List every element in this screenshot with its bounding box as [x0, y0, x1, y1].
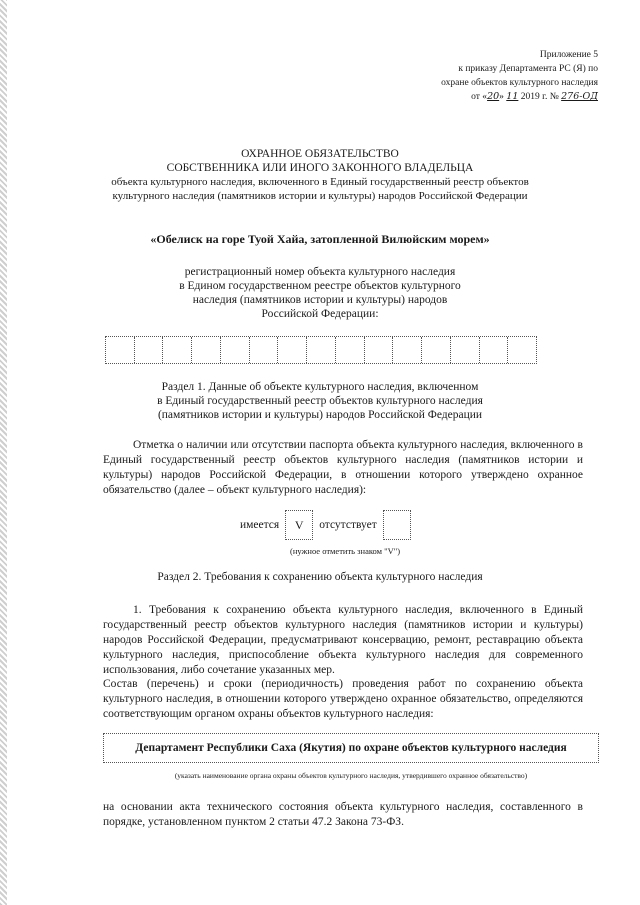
reg-digit-cell	[250, 337, 279, 363]
reg-digit-cell	[336, 337, 365, 363]
passport-absent-label: отсутствует	[319, 519, 377, 531]
document-title	[95, 147, 545, 203]
basis-paragraph: на основании акта технического состояния объекта культурного наследия, составленного в порядке, установленном пунктом 2 статьи 47.2 Закона 73-ФЗ.	[103, 801, 583, 828]
object-name: «Обелиск на горе Туой Хайа, затопленной Вилюйским морем»	[150, 232, 490, 246]
reg-digit-cell	[163, 337, 192, 363]
reg-digit-cell	[192, 337, 221, 363]
requirements-paragraph: 1. Требования к сохранению объекта культурного наследия, включенного в Единый государственный реестр объектов культурного наследия (памятников истории и культуры) народов Российской Федерации, предусматривают консервацию, ремонт, реставрацию объекта культурного наследия, приспособление объекта культурного наследия для современного использования, либо сочетание указанных мер.	[103, 604, 583, 676]
regnum-line-4: Российской Федерации:	[261, 308, 379, 320]
scan-edge	[0, 0, 7, 905]
reg-digit-cell	[221, 337, 250, 363]
order-month: 11	[506, 91, 519, 102]
section-1-line-1: Раздел 1. Данные об объекте культурного наследия, включенном	[161, 381, 479, 393]
registration-number-boxes	[105, 336, 537, 364]
reg-digit-cell	[480, 337, 509, 363]
reg-digit-cell	[278, 337, 307, 363]
appendix-line-3: охране объектов культурного наследия	[441, 78, 598, 88]
reg-digit-cell	[508, 337, 536, 363]
appendix-order-line	[368, 90, 598, 104]
registration-number-caption	[95, 265, 545, 321]
title-line-2: СОБСТВЕННИКА ИЛИ ИНОГО ЗАКОННОГО ВЛАДЕЛЬЦА	[166, 162, 474, 174]
appendix-line-1: Приложение 5	[539, 50, 598, 60]
passport-paragraph: Отметка о наличии или отсутствии паспорта объекта культурного наследия, включенного в Единый государственный реестр объектов культурного наследия (памятников истории и культуры) народов Российской Федерации, в отношении которого утверждено охранное обязательство (далее – объект культурного наследия):	[103, 439, 583, 496]
reg-digit-cell	[365, 337, 394, 363]
appendix-line-2: к приказу Департамента РС (Я) по	[458, 64, 598, 74]
regnum-line-2: в Едином государственном реестре объектов культурного	[179, 280, 461, 292]
appendix-header	[368, 48, 598, 104]
passport-has-label: имеется	[240, 519, 280, 531]
regnum-line-1: регистрационный номер объекта культурного наследия	[184, 266, 456, 278]
passport-note: (нужное отметить знаком "V")	[290, 546, 401, 556]
section-1-heading	[95, 380, 545, 422]
passport-absent-checkbox[interactable]	[383, 510, 411, 540]
title-line-1: ОХРАННОЕ ОБЯЗАТЕЛЬСТВО	[241, 148, 399, 160]
title-line-4: культурного наследия (памятников истории и культуры) народов Российской Федерации	[112, 190, 528, 202]
order-day: 20	[487, 91, 500, 102]
reg-digit-cell	[422, 337, 451, 363]
regnum-line-3: наследия (памятников истории и культуры) народов	[192, 294, 448, 306]
order-number: 276-ОД	[561, 91, 598, 102]
reg-digit-cell	[307, 337, 336, 363]
section-1-line-2: в Единый государственный реестр объектов культурного наследия	[157, 395, 483, 407]
order-from: от «	[471, 92, 488, 102]
passport-has-checkbox[interactable]: V	[285, 510, 313, 540]
order-mid: »	[499, 92, 507, 102]
reg-digit-cell	[135, 337, 164, 363]
reg-digit-cell	[393, 337, 422, 363]
section-1-line-3: (памятников истории и культуры) народов Российской Федерации	[157, 409, 483, 421]
title-line-3: объекта культурного наследия, включенного в Единый государственный реестр объектов	[111, 176, 529, 188]
passport-mark-row	[240, 510, 417, 540]
department-note: (указать наименование органа охраны объектов культурного наследия, утвердившего охранное обязательство)	[174, 771, 528, 780]
reg-digit-cell	[451, 337, 480, 363]
order-year: 2019 г. №	[518, 92, 562, 102]
department-field: Департамент Республики Саха (Якутия) по охране объектов культурного наследия	[103, 733, 599, 763]
section-2-heading: Раздел 2. Требования к сохранению объекта культурного наследия	[157, 571, 483, 583]
reg-digit-cell	[106, 337, 135, 363]
works-paragraph: Состав (перечень) и сроки (периодичность) проведения работ по сохранению объекта культурного наследия, в отношении которого утверждено охранное обязательство, определяются соответствующим органом охраны объектов культурного наследия:	[103, 678, 583, 720]
